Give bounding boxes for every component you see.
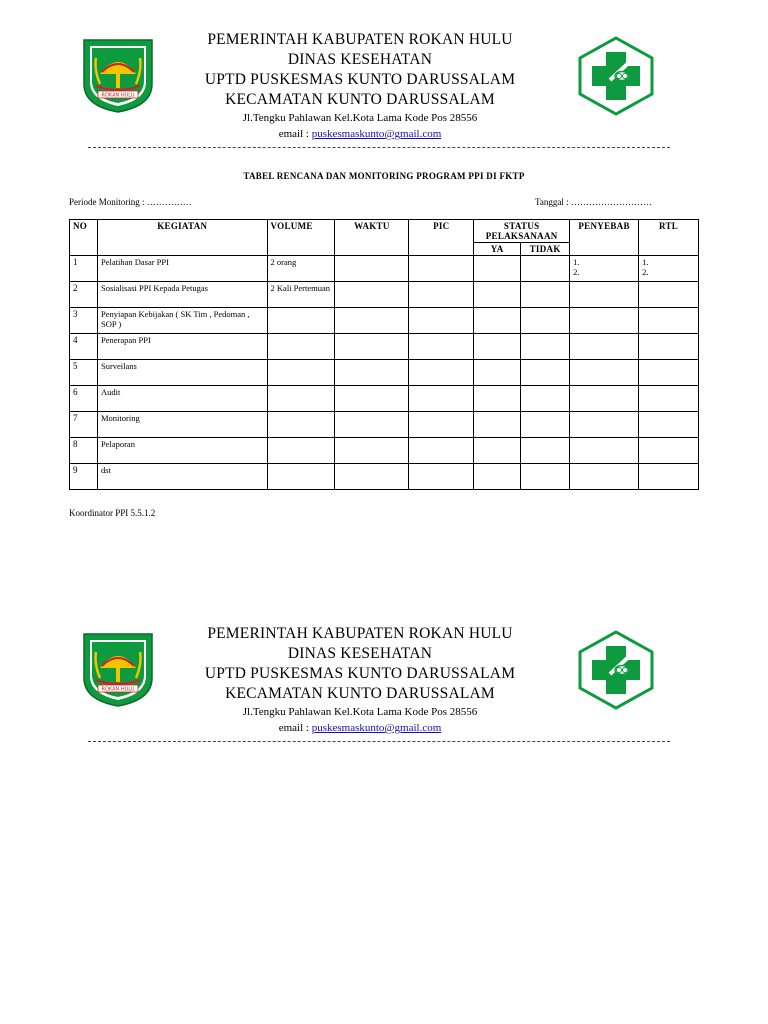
header-ya: YA	[474, 243, 521, 256]
cell-pic	[409, 464, 474, 490]
cell-rtl	[639, 334, 699, 360]
cell-kegiatan: Sosialisasi PPI Kepada Petugas	[97, 282, 267, 308]
header-tidak: TIDAK	[521, 243, 570, 256]
cell-kegiatan: dst	[97, 464, 267, 490]
cell-kegiatan: Pelaporan	[97, 438, 267, 464]
cell-tidak	[521, 386, 570, 412]
cell-ya	[474, 464, 521, 490]
cell-ya	[474, 256, 521, 282]
tanggal: Tanggal : ………………………	[535, 197, 652, 207]
table-row	[70, 412, 699, 438]
rokan-hulu-emblem-icon	[80, 630, 156, 708]
cell-rtl	[639, 464, 699, 490]
table-row	[70, 282, 699, 308]
cell-ya	[474, 412, 521, 438]
document-title: TABEL RENCANA DAN MONITORING PROGRAM PPI DI FKTP	[243, 171, 525, 181]
cell-waktu	[335, 308, 409, 334]
cell-pic	[409, 412, 474, 438]
cell-tidak	[521, 464, 570, 490]
email-line	[160, 720, 560, 736]
header-pic: PIC	[409, 220, 474, 256]
cell-kegiatan: Penerapan PPI	[97, 334, 267, 360]
cell-tidak	[521, 360, 570, 386]
cell-kegiatan: Penyiapan Kebijakan ( SK Tim , Pedoman , SOP )	[97, 308, 267, 334]
cell-pic	[409, 360, 474, 386]
cell-penyebab	[570, 438, 639, 464]
header-line-2: DINAS KESEHATAN	[287, 51, 433, 68]
cell-ya	[474, 308, 521, 334]
cell-rtl: 1. 2.	[639, 256, 699, 282]
cell-penyebab	[570, 334, 639, 360]
email-label: email :	[278, 128, 312, 140]
puskesmas-cross-icon	[576, 630, 656, 710]
cell-tidak	[521, 438, 570, 464]
rokan-hulu-emblem-icon	[80, 36, 156, 114]
cell-tidak	[521, 334, 570, 360]
header-line-1: PEMERINTAH KABUPATEN ROKAN HULU	[207, 31, 513, 48]
cell-rtl	[639, 308, 699, 334]
cell-volume	[267, 360, 335, 386]
table-row	[70, 464, 699, 490]
cell-pic	[409, 386, 474, 412]
cell-penyebab	[570, 360, 639, 386]
cell-waktu	[335, 334, 409, 360]
cell-waktu	[335, 412, 409, 438]
cell-penyebab	[570, 412, 639, 438]
email-label: email :	[278, 722, 312, 734]
cell-pic	[409, 308, 474, 334]
email-line	[160, 126, 560, 142]
letterhead-bottom	[0, 625, 768, 760]
cell-ya	[474, 386, 521, 412]
header-rtl: RTL	[639, 220, 699, 256]
cell-penyebab	[570, 282, 639, 308]
letterhead-text	[160, 624, 560, 736]
header-divider	[88, 147, 670, 148]
header-line-1: PEMERINTAH KABUPATEN ROKAN HULU	[207, 625, 513, 642]
cell-tidak	[521, 282, 570, 308]
header-line-4: KECAMATAN KUNTO DARUSSALAM	[225, 91, 495, 108]
cell-no: 4	[70, 334, 98, 360]
cell-volume	[267, 438, 335, 464]
cell-no: 1	[70, 256, 98, 282]
table-row	[70, 334, 699, 360]
cell-kegiatan: Audit	[97, 386, 267, 412]
header-divider	[88, 741, 670, 742]
svg-text:ROKAN HULU: ROKAN HULU	[101, 92, 135, 99]
periode-monitoring: Periode Monitoring : ……………	[69, 197, 192, 207]
cell-rtl	[639, 412, 699, 438]
cell-penyebab: 1. 2.	[570, 256, 639, 282]
cell-tidak	[521, 308, 570, 334]
header-line-2: DINAS KESEHATAN	[287, 645, 433, 662]
letterhead-text	[160, 30, 560, 142]
monitoring-table	[69, 219, 699, 490]
cell-volume	[267, 412, 335, 438]
cell-ya	[474, 282, 521, 308]
header-penyebab: PENYEBAB	[570, 220, 639, 256]
cell-penyebab	[570, 386, 639, 412]
header-line-3: UPTD PUSKESMAS KUNTO DARUSSALAM	[204, 665, 516, 682]
table-row	[70, 256, 699, 282]
cell-tidak	[521, 256, 570, 282]
header-line-3: UPTD PUSKESMAS KUNTO DARUSSALAM	[204, 71, 516, 88]
cell-pic	[409, 438, 474, 464]
cell-no: 6	[70, 386, 98, 412]
cell-waktu	[335, 360, 409, 386]
cell-rtl	[639, 438, 699, 464]
address: Jl.Tengku Pahlawan Kel.Kota Lama Kode Pos 28556	[242, 706, 478, 718]
cell-waktu	[335, 256, 409, 282]
email-link[interactable]: puskesmaskunto@gmail.com	[311, 722, 442, 734]
cell-no: 5	[70, 360, 98, 386]
cell-waktu	[335, 282, 409, 308]
cell-volume	[267, 464, 335, 490]
svg-text:ROKAN HULU: ROKAN HULU	[101, 686, 135, 693]
address: Jl.Tengku Pahlawan Kel.Kota Lama Kode Pos 28556	[242, 112, 478, 124]
table-row	[70, 360, 699, 386]
cell-volume	[267, 308, 335, 334]
cell-penyebab	[570, 308, 639, 334]
letterhead-top	[0, 31, 768, 166]
cell-kegiatan: Pelatihan Dasar PPI	[97, 256, 267, 282]
cell-waktu	[335, 438, 409, 464]
cell-ya	[474, 360, 521, 386]
header-line-4: KECAMATAN KUNTO DARUSSALAM	[225, 685, 495, 702]
header-no: NO	[70, 220, 98, 256]
cell-volume: 2 orang	[267, 256, 335, 282]
email-link[interactable]: puskesmaskunto@gmail.com	[311, 128, 442, 140]
table-row	[70, 386, 699, 412]
cell-volume	[267, 386, 335, 412]
cell-kegiatan: Surveilans	[97, 360, 267, 386]
cell-tidak	[521, 412, 570, 438]
cell-no: 3	[70, 308, 98, 334]
header-status: STATUS PELAKSANAAN	[474, 220, 570, 243]
cell-pic	[409, 282, 474, 308]
header-volume: VOLUME	[267, 220, 335, 256]
header-waktu: WAKTU	[335, 220, 409, 256]
cell-no: 7	[70, 412, 98, 438]
table-body	[70, 256, 699, 490]
header-kegiatan: KEGIATAN	[97, 220, 267, 256]
cell-waktu	[335, 386, 409, 412]
cell-rtl	[639, 360, 699, 386]
cell-no: 2	[70, 282, 98, 308]
cell-no: 9	[70, 464, 98, 490]
cell-penyebab	[570, 464, 639, 490]
cell-pic	[409, 256, 474, 282]
cell-volume	[267, 334, 335, 360]
table-row	[70, 438, 699, 464]
cell-ya	[474, 334, 521, 360]
cell-rtl	[639, 386, 699, 412]
cell-waktu	[335, 464, 409, 490]
coordinator-note: Koordinator PPI 5.5.1.2	[69, 508, 156, 518]
table-row	[70, 308, 699, 334]
cell-volume: 2 Kali Pertemuan	[267, 282, 335, 308]
cell-kegiatan: Monitoring	[97, 412, 267, 438]
cell-ya	[474, 438, 521, 464]
cell-no: 8	[70, 438, 98, 464]
cell-pic	[409, 334, 474, 360]
cell-rtl	[639, 282, 699, 308]
puskesmas-cross-icon	[576, 36, 656, 116]
